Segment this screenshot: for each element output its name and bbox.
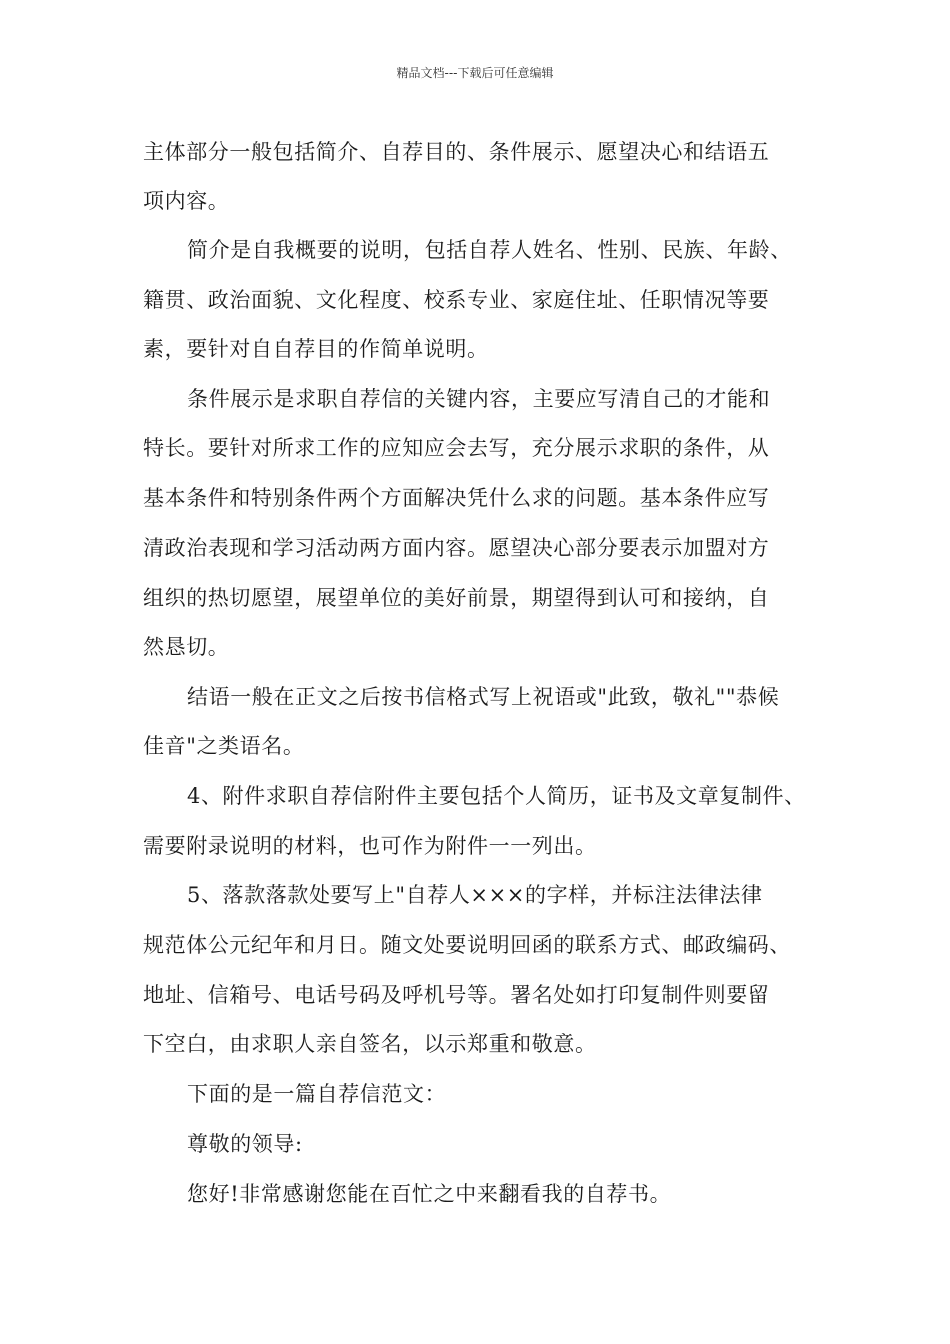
body-line: 籍贯、政治面貌、文化程度、校系专业、家庭住址、任职情况等要 [143,288,770,312]
body-line: 项内容。 [143,189,230,213]
body-line: 结语一般在正文之后按书信格式写上祝语或"此致，敬礼""恭候 [187,685,780,709]
body-line: 素，要针对自自荐目的作简单说明。 [143,337,489,361]
body-line: 下面的是一篇自荐信范文： [187,1082,447,1106]
body-line: 下空白，由求职人亲自签名，以示郑重和敬意。 [143,1032,597,1056]
body-line: 然恳切。 [143,635,230,659]
body-line: 尊敬的领导: [187,1132,303,1156]
body-line: 清政治表现和学习活动两方面内容。愿望决心部分要表示加盟对方 [143,536,770,560]
body-line: 需要附录说明的材料，也可作为附件一一列出。 [143,834,597,858]
body-line: 4、附件求职自荐信附件主要包括个人简历，证书及文章复制件、 [187,784,806,808]
body-line: 主体部分一般包括简介、自荐目的、条件展示、愿望决心和结语五 [143,140,770,164]
body-line: 规范体公元纪年和月日。随文处要说明回函的联系方式、邮政编码、 [143,933,791,957]
body-line: 5、落款落款处要写上"自荐人×××的字样，并标注法律法律 [187,883,763,907]
body-line: 您好!非常感谢您能在百忙之中来翻看我的自荐书。 [187,1182,672,1206]
body-line: 地址、信箱号、电话号码及呼机号等。署名处如打印复制件则要留 [143,983,770,1007]
body-line: 佳音"之类语名。 [143,734,305,758]
body-line: 组织的热切愿望，展望单位的美好前景，期望得到认可和接纳，自 [143,586,770,610]
body-line: 特长。要针对所求工作的应知应会去写，充分展示求职的条件，从 [143,436,770,460]
page-header: 精品文档---下载后可任意编辑 [396,66,554,80]
body-line: 条件展示是求职自荐信的关键内容，主要应写清自己的才能和 [187,387,771,411]
body-line: 简介是自我概要的说明，包括自荐人姓名、性别、民族、年龄、 [187,238,792,262]
body-line: 基本条件和特别条件两个方面解决凭什么求的问题。基本条件应写 [143,486,770,510]
